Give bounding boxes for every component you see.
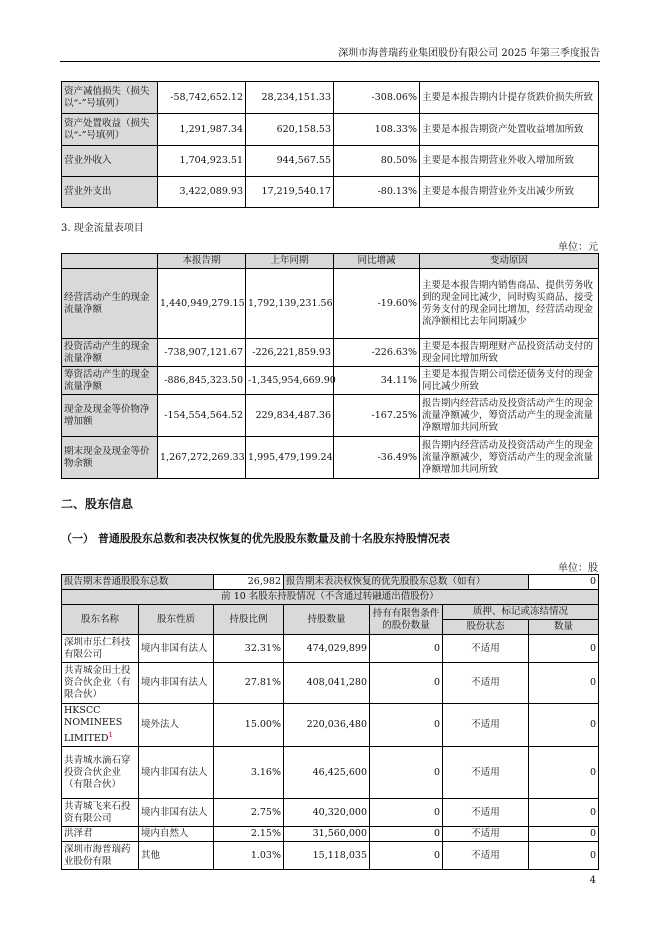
page-number: 4 xyxy=(589,875,596,886)
share-status: 不适用 xyxy=(443,799,529,827)
prior-value: 1,995,479,199.24 xyxy=(246,437,334,479)
table-row xyxy=(62,269,599,339)
holding-ratio: 2.75% xyxy=(214,799,284,827)
table-header-row xyxy=(62,254,599,269)
column-header: 股东名称 xyxy=(62,605,139,635)
table-row xyxy=(62,339,599,367)
table-row xyxy=(62,395,599,437)
row-label: 营业外支出 xyxy=(62,177,158,208)
column-header: 持有有限售条件的股份数量 xyxy=(370,605,443,635)
row-label: 现金及现金等价物净增加额 xyxy=(62,395,158,437)
table-row xyxy=(62,146,599,177)
change-reason: 报告期内经营活动及投资活动产生的现金流量净额减少，筹资活动产生的现金流量净额增加共同所致 xyxy=(420,395,599,437)
total-holders-label: 报告期末普通股股东总数 xyxy=(62,575,214,590)
column-header: 数量 xyxy=(529,620,599,635)
top10-title: 前 10 名股东持股情况（不含通过转融通出借股份） xyxy=(62,590,599,605)
prior-value: 1,792,139,231.56 xyxy=(246,269,334,339)
holding-quantity: 46,425,600 xyxy=(284,747,370,799)
pledge-quantity: 0 xyxy=(529,747,599,799)
restricted-shares: 0 xyxy=(370,663,443,704)
column-header: 上年同期 xyxy=(246,254,334,269)
section-heading: 二、股东信息 xyxy=(61,497,134,511)
table-row xyxy=(62,590,599,605)
table-row xyxy=(62,799,599,827)
header-divider xyxy=(60,61,600,62)
row-label: 资产减值损失（损失以“-”号填列） xyxy=(62,82,158,114)
holding-ratio: 1.03% xyxy=(214,842,284,870)
current-value: -886,845,323.50 xyxy=(158,367,246,395)
change-reason: 主要是本报告期资产处置收益增加所致 xyxy=(420,114,599,146)
restricted-shares: 0 xyxy=(370,747,443,799)
change-value: 108.33% xyxy=(334,114,420,146)
holder-name: 深圳市乐仁科技有限公司 xyxy=(62,635,139,663)
row-label: 筹资活动产生的现金流量净额 xyxy=(62,367,158,395)
prior-value: 28,234,151.33 xyxy=(246,82,334,114)
column-header: 同比增减 xyxy=(334,254,420,269)
table-row xyxy=(62,437,599,479)
cash-flow-section-title: 3. 现金流量表项目 xyxy=(61,223,144,234)
change-reason: 主要是本报告期营业外收入增加所致 xyxy=(420,146,599,177)
holding-ratio: 2.15% xyxy=(214,827,284,842)
table-row xyxy=(62,177,599,208)
holder-nature: 境内自然人 xyxy=(139,827,214,842)
subsection-heading: （一） 普通股股东总数和表决权恢复的优先股股东数量及前十名股东持股情况表 xyxy=(61,532,450,545)
current-value: 3,422,089.93 xyxy=(158,177,246,208)
shareholder-table xyxy=(61,574,599,870)
change-reason: 主要是本报告期营业外支出减少所致 xyxy=(420,177,599,208)
change-value: 34.11% xyxy=(334,367,420,395)
column-header: 持股比例 xyxy=(214,605,284,635)
holder-nature: 其他 xyxy=(139,842,214,870)
holder-name: 共青城飞来石投资有限公司 xyxy=(62,799,139,827)
current-value: -58,742,652.12 xyxy=(158,82,246,114)
share-status: 不适用 xyxy=(443,635,529,663)
holder-nature: 境内非国有法人 xyxy=(139,799,214,827)
holding-ratio: 27.81% xyxy=(214,663,284,704)
prior-value: 229,834,487.36 xyxy=(246,395,334,437)
table-row xyxy=(62,82,599,114)
column-header: 持股数量 xyxy=(284,605,370,635)
table-row xyxy=(62,842,599,870)
total-holders-value: 26,982 xyxy=(214,575,284,590)
current-value: 1,440,949,279.15 xyxy=(158,269,246,339)
share-status: 不适用 xyxy=(443,827,529,842)
prior-value: -226,221,859.93 xyxy=(246,339,334,367)
row-label: 营业外收入 xyxy=(62,146,158,177)
holder-name: 深圳市海普瑞药业股份有限 xyxy=(62,842,139,870)
pledge-quantity: 0 xyxy=(529,663,599,704)
change-reason: 主要是本报告期公司偿还债务支付的现金同比减少所致 xyxy=(420,367,599,395)
preferred-holders-value: 0 xyxy=(529,575,599,590)
holder-nature: 境内非国有法人 xyxy=(139,635,214,663)
row-label: 资产处置收益（损失以“-”号填列） xyxy=(62,114,158,146)
current-value: -738,907,121.67 xyxy=(158,339,246,367)
change-value: -36.49% xyxy=(334,437,420,479)
prior-value: 17,219,540.17 xyxy=(246,177,334,208)
change-value: -308.06% xyxy=(334,82,420,114)
holder-name: 共青城水滴石穿投资合伙企业（有限合伙） xyxy=(62,747,139,799)
change-value: -19.60% xyxy=(334,269,420,339)
change-reason: 报告期内经营活动及投资活动产生的现金流量净额减少，筹资活动产生的现金流量净额增加共同所致 xyxy=(420,437,599,479)
table-header-row xyxy=(62,605,599,620)
prior-value: 620,158.53 xyxy=(246,114,334,146)
column-header: 质押、标记或冻结情况 xyxy=(443,605,599,620)
holder-name: 洪泽君 xyxy=(62,827,139,842)
pledge-quantity: 0 xyxy=(529,799,599,827)
table-row xyxy=(62,747,599,799)
change-value: 80.50% xyxy=(334,146,420,177)
holder-name-text: HKSCC NOMINEES LIMITED xyxy=(64,705,123,745)
holding-ratio: 3.16% xyxy=(214,747,284,799)
table-row xyxy=(62,663,599,704)
pledge-quantity: 0 xyxy=(529,827,599,842)
cash-flow-table xyxy=(61,253,599,479)
share-status: 不适用 xyxy=(443,842,529,870)
change-reason: 主要是本报告期内计提存货跌价损失所致 xyxy=(420,82,599,114)
current-value: 1,291,987.34 xyxy=(158,114,246,146)
holder-nature: 境内非国有法人 xyxy=(139,663,214,704)
row-label: 投资活动产生的现金流量净额 xyxy=(62,339,158,367)
prior-value: 944,567.55 xyxy=(246,146,334,177)
share-status: 不适用 xyxy=(443,663,529,704)
current-value: 1,704,923.51 xyxy=(158,146,246,177)
pledge-quantity: 0 xyxy=(529,842,599,870)
holding-quantity: 40,320,000 xyxy=(284,799,370,827)
restricted-shares: 0 xyxy=(370,827,443,842)
restricted-shares: 0 xyxy=(370,635,443,663)
holding-quantity: 31,560,000 xyxy=(284,827,370,842)
change-reason: 主要是本报告期内销售商品、提供劳务收到的现金同比减少，同时购买商品、接受劳务支付的现金同比增加，经营活动现金流净额相比去年同期减少 xyxy=(420,269,599,339)
footnote-mark: 1 xyxy=(108,731,113,739)
holding-quantity: 15,118,035 xyxy=(284,842,370,870)
preferred-holders-label: 报告期末表决权恢复的优先股股东总数（如有） xyxy=(284,575,529,590)
column-header xyxy=(62,254,158,269)
share-status: 不适用 xyxy=(443,747,529,799)
column-header: 股份状态 xyxy=(443,620,529,635)
change-value: -167.25% xyxy=(334,395,420,437)
table-row xyxy=(62,367,599,395)
holder-name: 共青城金田土投资合伙企业（有限合伙） xyxy=(62,663,139,704)
column-header: 股东性质 xyxy=(139,605,214,635)
row-label: 经营活动产生的现金流量净额 xyxy=(62,269,158,339)
column-header: 变动原因 xyxy=(420,254,599,269)
current-value: -154,554,564.52 xyxy=(158,395,246,437)
holding-ratio: 32.31% xyxy=(214,635,284,663)
column-header: 本报告期 xyxy=(158,254,246,269)
row-label: 期末现金及现金等价物余额 xyxy=(62,437,158,479)
table-row xyxy=(62,635,599,663)
table-row xyxy=(62,114,599,146)
holder-name xyxy=(62,704,139,747)
restricted-shares: 0 xyxy=(370,842,443,870)
change-value: -80.13% xyxy=(334,177,420,208)
holding-quantity: 408,041,280 xyxy=(284,663,370,704)
table-row xyxy=(62,827,599,842)
change-reason: 主要是本报告期理财产品投资活动支付的现金同比增加所致 xyxy=(420,339,599,367)
restricted-shares: 0 xyxy=(370,704,443,747)
current-value: 1,267,272,269.33 xyxy=(158,437,246,479)
page-header-title: 深圳市海普瑞药业集团股份有限公司 2025 年第三季度报告 xyxy=(338,48,600,59)
table-row xyxy=(62,704,599,747)
holding-quantity: 220,036,480 xyxy=(284,704,370,747)
share-status: 不适用 xyxy=(443,704,529,747)
cash-unit-label: 单位：元 xyxy=(558,242,598,253)
table-row xyxy=(62,575,599,590)
pledge-quantity: 0 xyxy=(529,704,599,747)
holding-quantity: 474,029,899 xyxy=(284,635,370,663)
holder-nature: 境内非国有法人 xyxy=(139,747,214,799)
holder-nature: 境外法人 xyxy=(139,704,214,747)
shares-unit-label: 单位：股 xyxy=(558,563,598,574)
profit-items-table xyxy=(61,81,599,208)
holding-ratio: 15.00% xyxy=(214,704,284,747)
restricted-shares: 0 xyxy=(370,799,443,827)
change-value: -226.63% xyxy=(334,339,420,367)
pledge-quantity: 0 xyxy=(529,635,599,663)
prior-value: -1,345,954,669.90 xyxy=(246,367,334,395)
